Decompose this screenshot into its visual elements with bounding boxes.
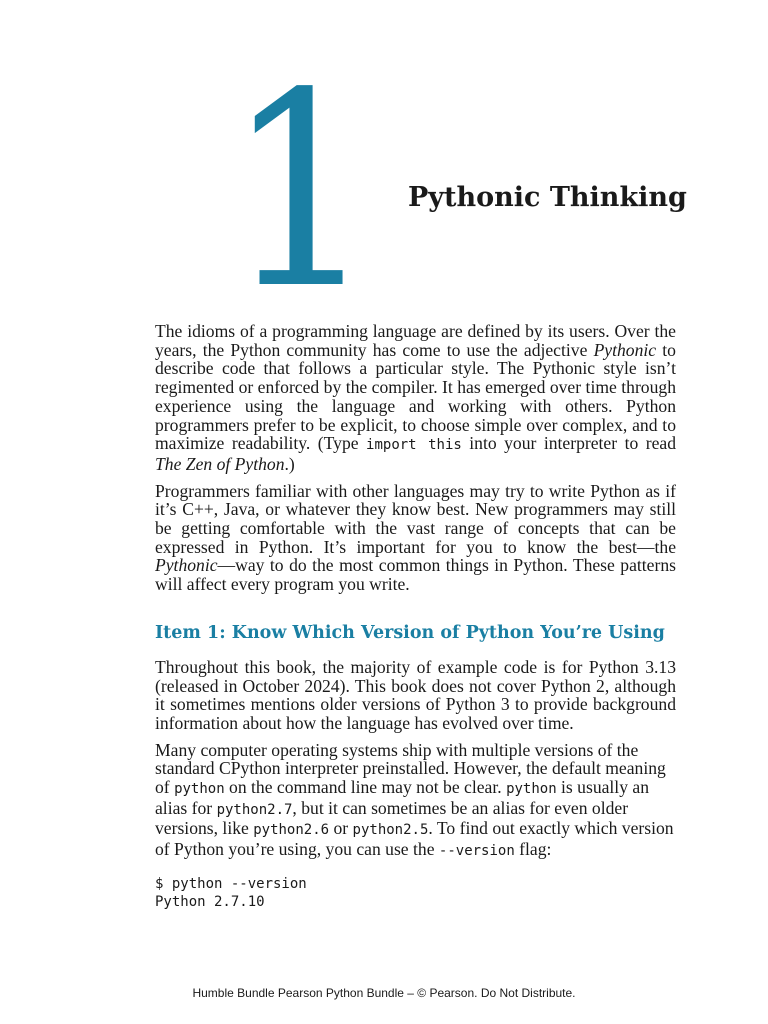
intro-paragraph-2 [155,482,676,594]
text-run: on the command line may not be clear. [224,777,507,798]
inline-code: python2.5 [352,822,429,839]
text-run: —way to do the most common things in Python. These patterns will affect every program you write. [155,555,676,595]
inline-code: import this [366,437,462,454]
code-block [155,875,676,912]
text-run: .) [284,453,295,474]
chapter-title: Pythonic Thinking [408,182,687,213]
chapter-number: 1 [226,36,364,348]
text-run: is usually an alias for [155,777,649,818]
inline-code: python [174,781,225,798]
item-paragraph-2 [155,741,676,861]
text-run: or [329,818,353,839]
text-run: The idioms of a programming language are defined by its users. Over the years, the Python community has come to use the adjective [155,321,676,360]
emphasis-term: Pythonic [593,339,657,360]
emphasis-term: Pythonic [155,555,218,576]
item-paragraph-1: Throughout this book, the majority of example code is for Python 3.13 (released in October 2024). This book does not cover Python 2, although it sometimes mentions older versions of Python 3 to provide background information about how the language has evolved over time. [155,656,676,733]
text-run: flag: [514,839,552,860]
inline-code: python2.7 [216,801,293,818]
inline-code: python2.6 [253,822,330,839]
page-footer: Humble Bundle Pearson Python Bundle – © Pearson. Do Not Distribute. [192,986,576,1000]
item-heading: Item 1: Know Which Version of Python You’re Using [155,622,665,643]
code-line: $ python --version [155,875,307,892]
inline-code: python [506,781,557,798]
text-run: to describe code that follows a particular style. The Pythonic style isn’t regimented or enforced by the compiler. It has emerged over time through experience using the language and working with others. Python programmers prefer to be explicit, to choose simple over complex, and to maximize readability. (Type [155,339,676,454]
inline-code: --version [438,843,515,860]
book-title-emphasis: The Zen of Python [155,453,285,474]
text-run: , but it can sometimes be an alias for even older versions, like [155,797,629,839]
intro-paragraph-1 [155,322,676,474]
code-line: Python 2.7.10 [155,894,265,911]
text-run: . To find out exactly which version of Python you’re using, you can use the [155,818,674,860]
text-run: Programmers familiar with other languages may try to write Python as if it’s C++, Java, or whatever they know best. New programmers may still be getting comfortable with the vast range of concepts that can be expressed in Python. It’s important for you to know the best—the [155,480,676,557]
page-content [155,322,676,912]
text-run: into your interpreter to read [461,433,676,454]
text-run: Many computer operating systems ship with multiple versions of the standard CPython interpreter preinstalled. However, the default meaning of [155,739,666,798]
